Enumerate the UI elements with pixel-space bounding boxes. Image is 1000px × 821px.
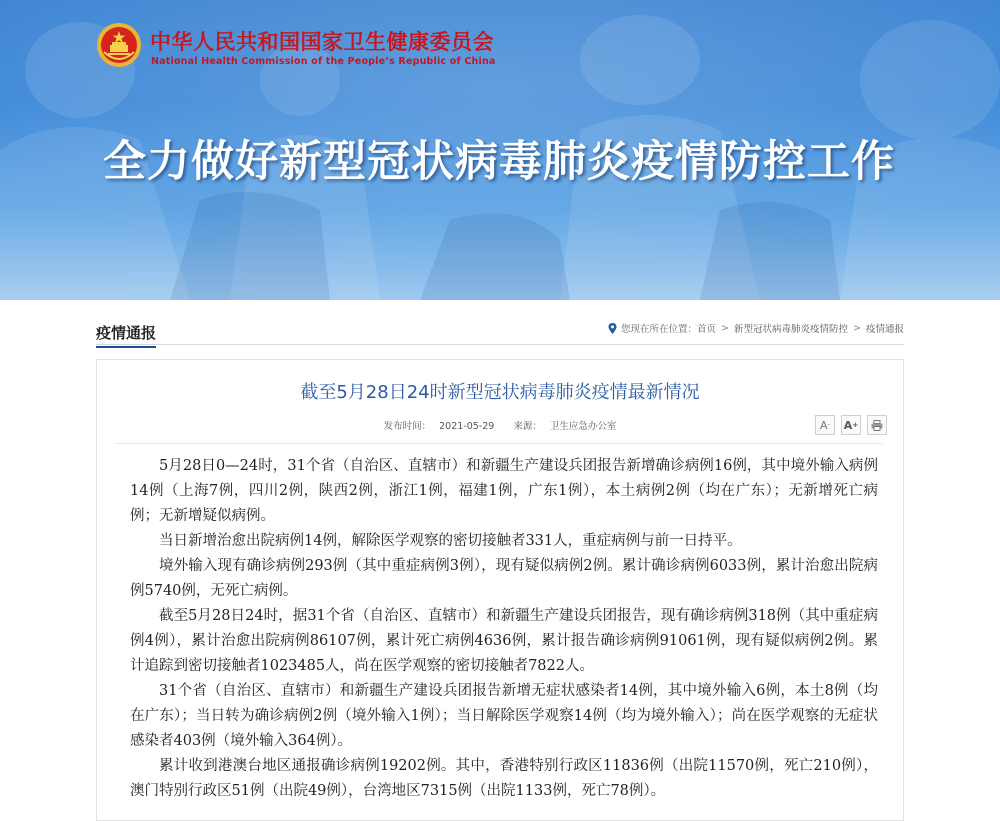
national-emblem-icon (96, 22, 142, 68)
article-paragraph: 5月28日0—24时，31个省（自治区、直辖市）和新疆生产建设兵团报告新增确诊病例16例，其中境外输入病例14例（上海7例，四川2例，陕西2例，浙江1例，福建1例，广东1例），本土病例2例（均在广东）；无新增死亡病例；无新增疑似病例。 (130, 458, 878, 524)
font-decrease-button[interactable]: A - (815, 415, 835, 435)
article-meta (97, 418, 903, 432)
article-source: 卫生应急办公室 (549, 421, 617, 432)
breadcrumb-prefix: 您现在所在位置： (621, 324, 698, 335)
source-label: 来源： (513, 421, 542, 432)
article-content (130, 454, 878, 804)
org-name-cn: 中华人民共和国国家卫生健康委员会 (150, 30, 494, 54)
breadcrumb-covid-link[interactable]: 新型冠状病毒肺炎疫情防控 (734, 324, 849, 335)
org-name-en: National Health Commission of the People’s Republic of China (151, 56, 496, 67)
banner-slogan: 全力做好新型冠状病毒肺炎疫情防控工作 (103, 137, 895, 187)
article-paragraph: 当日新增治愈出院病例14例，解除医学观察的密切接触者331人，重症病例与前一日持平。 (159, 533, 742, 549)
publish-label: 发布时间： (383, 421, 432, 432)
font-increase-button[interactable]: A + (841, 415, 861, 435)
section-title: 疫情通报 (96, 322, 156, 348)
section-header (96, 320, 904, 345)
article-paragraph: 截至5月28日24时，据31个省（自治区、直辖市）和新疆生产建设兵团报告，现有确诊病例318例（其中重症病例4例），累计治愈出院病例86107例，累计死亡病例4636例，累计报告确诊病例91061例，现有疑似病例2例。累计追踪到密切接触者1023485人，尚在医学观察的密切接触者7822人。 (130, 608, 878, 674)
breadcrumb (608, 321, 904, 335)
article-paragraph: 累计收到港澳台地区通报确诊病例19202例。其中，香港特别行政区11836例（出院11570例，死亡210例），澳门特别行政区51例（出院49例），台湾地区7315例（出院1133例，死亡78例）。 (130, 758, 878, 799)
breadcrumb-separator: > (721, 322, 729, 334)
article-title: 截至5月28日24时新型冠状病毒肺炎疫情最新情况 (300, 382, 700, 403)
breadcrumb-home-link[interactable]: 首页 (697, 324, 717, 335)
article-paragraph: 31个省（自治区、直辖市）和新疆生产建设兵团报告新增无症状感染者14例，其中境外输入6例，本土8例（均在广东）；当日转为确诊病例2例（境外输入1例）；当日解除医学观察14例（均为境外输入）；尚在医学观察的无症状感染者403例（境外输入364例）。 (130, 683, 878, 749)
breadcrumb-current-link[interactable]: 疫情通报 (865, 324, 904, 335)
breadcrumb-separator: > (853, 322, 861, 334)
article-paragraph: 境外输入现有确诊病例293例（其中重症病例3例），现有疑似病例2例。累计确诊病例6033例，累计治愈出院病例5740例，无死亡病例。 (130, 558, 878, 599)
print-button[interactable] (867, 415, 887, 435)
article-tools (815, 415, 887, 435)
print-icon (871, 420, 883, 431)
publish-date: 2021-05-29 (439, 421, 495, 432)
location-pin-icon (608, 323, 617, 334)
article-box (96, 359, 904, 821)
header-banner (0, 0, 1000, 300)
article-divider (115, 443, 883, 444)
